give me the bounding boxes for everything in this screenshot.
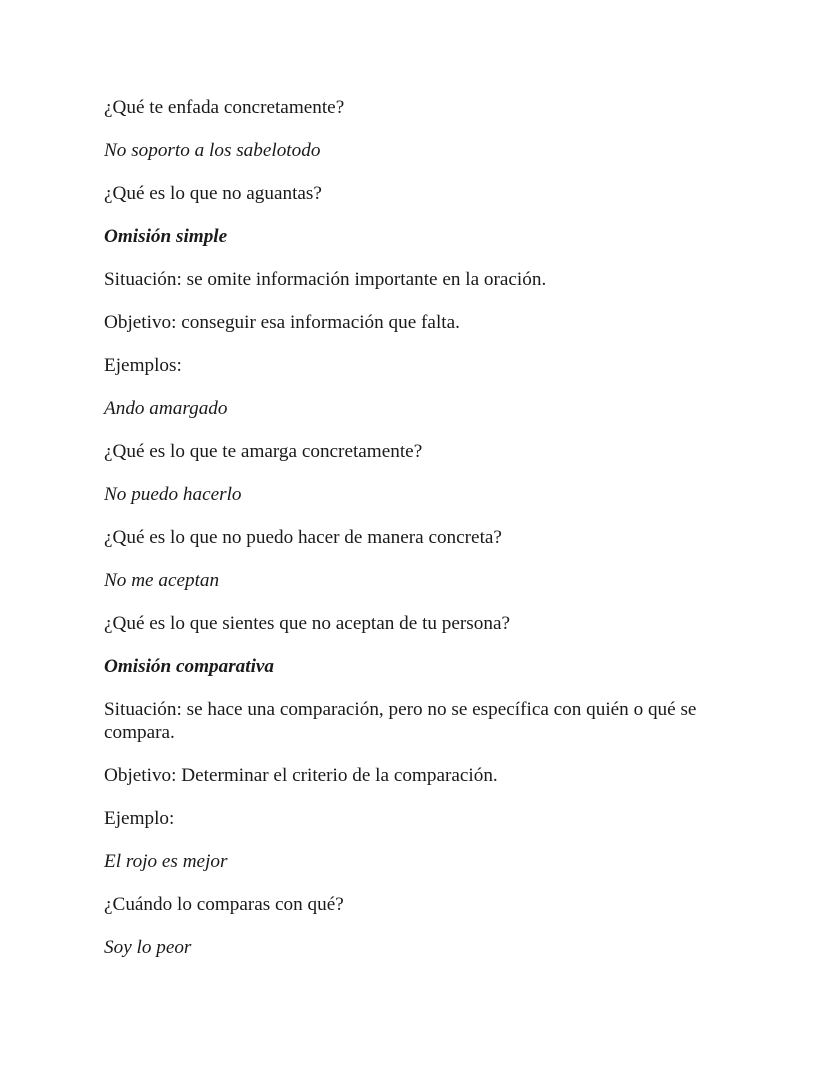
- example-label: Ejemplo:: [104, 808, 175, 829]
- objective-text: Objetivo: Determinar el criterio de la comparación.: [104, 765, 498, 786]
- objective-text: Objetivo: conseguir esa información que falta.: [104, 312, 460, 333]
- question-text: ¿Qué es lo que no aguantas?: [104, 183, 322, 204]
- question-text: ¿Qué es lo que sientes que no aceptan de tu persona?: [104, 613, 510, 634]
- question-text: ¿Qué es lo que te amarga concretamente?: [104, 441, 423, 462]
- question-text: ¿Qué te enfada concretamente?: [104, 97, 345, 118]
- example-statement: No soporto a los sabelotodo: [104, 140, 321, 161]
- example-statement: Ando amargado: [104, 398, 228, 419]
- document-page: [104, 96, 734, 979]
- example-statement: El rojo es mejor: [104, 851, 228, 872]
- example-statement: Soy lo peor: [104, 937, 192, 958]
- section-heading-omision-simple: Omisión simple: [104, 226, 228, 247]
- situation-text: Situación: se omite información importante en la oración.: [104, 269, 547, 290]
- question-text: ¿Cuándo lo comparas con qué?: [104, 894, 344, 915]
- question-text: ¿Qué es lo que no puedo hacer de manera concreta?: [104, 527, 502, 548]
- example-statement: No me aceptan: [104, 570, 220, 591]
- situation-text: Situación: se hace una comparación, pero no se específica con quién o qué se compara.: [104, 699, 697, 743]
- section-heading-omision-comparativa: Omisión comparativa: [104, 656, 275, 677]
- examples-label: Ejemplos:: [104, 355, 182, 376]
- example-statement: No puedo hacerlo: [104, 484, 242, 505]
